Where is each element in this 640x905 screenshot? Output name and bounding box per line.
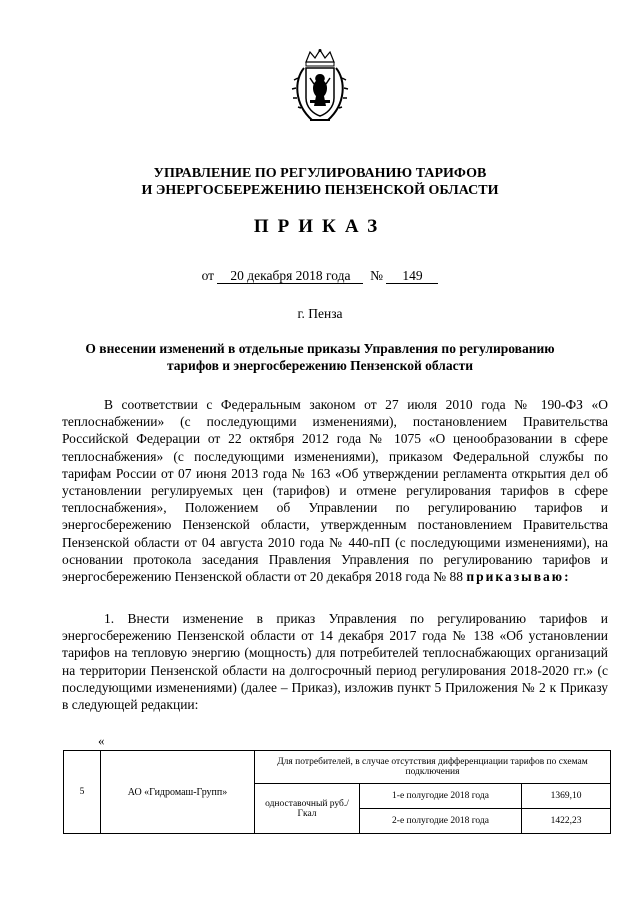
value-cell: 1422,23	[522, 809, 611, 834]
coat-of-arms-emblem	[290, 48, 350, 124]
table-row	[64, 751, 611, 784]
tariff-table	[63, 750, 611, 834]
document-subject: О внесении изменений в отдельные приказы Управления по регулированию тарифов и энергосбережению Пензенской области	[85, 341, 555, 373]
preamble-paragraph	[62, 396, 608, 585]
clause-1-paragraph: 1. Внести изменение в приказ Управления по регулированию тарифов и энергосбережению Пензенской области от 14 декабря 2017 года № 138 «Об установлении тарифов на тепловую энергию (мощность) для потребителей теплоснабжающих организаций на территории Пензенской области на долгосрочный период регулирования 2018-2020 гг.» (с последующими изменениями) (далее – Приказ), изложив пункт 5 Приложения № 2 к Приказу в следующей редакции:	[62, 611, 608, 713]
order-keyword: приказываю:	[466, 569, 571, 585]
document-type-title: ПРИКАЗ	[253, 216, 387, 237]
period-cell: 2-е полугодие 2018 года	[360, 809, 522, 834]
organization-cell: АО «Гидромаш-Групп»	[101, 751, 255, 834]
city: г. Пенза	[297, 306, 343, 321]
organization-name-line1: УПРАВЛЕНИЕ ПО РЕГУЛИРОВАНИЮ ТАРИФОВ	[153, 166, 487, 181]
preamble-text: В соответствии с Федеральным законом от 27 июля 2010 года № 190-ФЗ «О теплоснабжении» (с последующими изменениями), постановлением Правительства Российской Федерации от 22 октября 2012 года № 1075 «О ценообразовании в сфере теплоснабжения» (с последующими изменениями), приказом Федеральной службы по тарифам России от 07 июня 2013 года № 163 «Об утверждении регламента открытия дел об установлении регулируемых цен (тарифов) и отмене регулирования тарифов в сфере теплоснабжения», Положением об Управлении по регулированию тарифов и энергосбережению Пензенской области, утвержденным постановлением Правительства Пензенской области от 04 августа 2010 года № 440-пП (с последующими изменениями), на основании протокола заседания Правления Управления по регулированию тарифов и энергосбережению Пензенской области от 20 декабря 2018 года № 88	[62, 397, 608, 585]
document-date: 20 декабря 2018 года	[217, 268, 363, 284]
date-number-line	[0, 268, 640, 284]
date-prefix: от	[201, 268, 215, 283]
consumer-header-cell: Для потребителей, в случае отсутствия дифференциации тарифов по схемам подключения	[255, 751, 611, 784]
value-cell: 1369,10	[522, 784, 611, 809]
number-sign: №	[370, 268, 384, 283]
document-number: 149	[386, 268, 438, 284]
row-number-cell: 5	[64, 751, 101, 834]
tariff-type-cell: одноставочный руб./Гкал	[255, 784, 360, 834]
period-cell: 1-е полугодие 2018 года	[360, 784, 522, 809]
organization-name-line2: И ЭНЕРГОСБЕРЕЖЕНИЮ ПЕНЗЕНСКОЙ ОБЛАСТИ	[141, 183, 499, 198]
opening-quote: «	[98, 733, 105, 748]
